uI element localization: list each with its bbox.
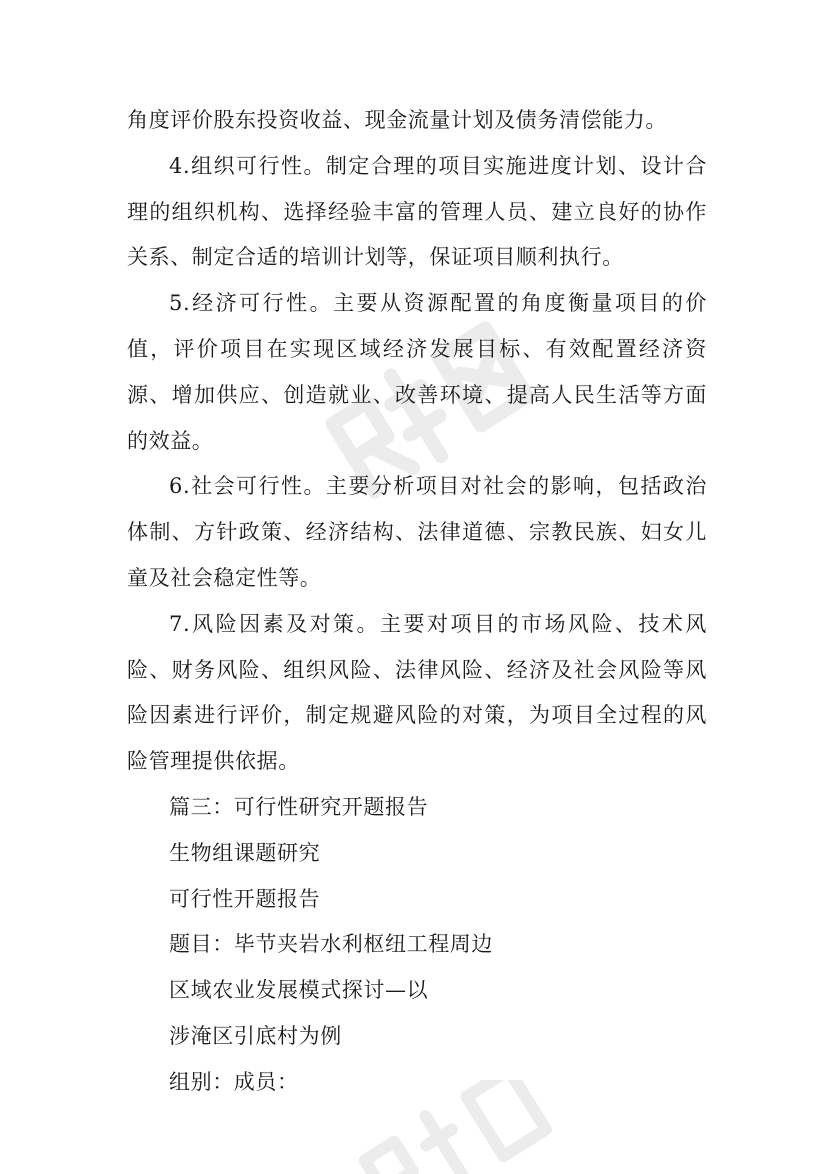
paragraph-economic-feasibility: 5.经济可行性。主要从资源配置的角度衡量项目的价值，评价项目在实现区域经济发展目标、有效配置经济资源、增加供应、创造就业、改善环境、提高人民生活等方面的效益。 [127, 291, 707, 453]
paragraph-organizational-feasibility: 4.组织可行性。制定合理的项目实施进度计划、设计合理的组织机构、选择经验丰富的管理人员、建立良好的协作关系、制定合适的培训计划等，保证项目顺利执行。 [127, 153, 707, 270]
paragraph-social-feasibility: 6.社会可行性。主要分析项目对社会的影响，包括政治体制、方针政策、经济结构、法律道德、宗教民族、妇女儿童及社会稳定性等。 [127, 474, 707, 590]
paragraph-risk-factors: 7.风险因素及对策。主要对项目的市场风险、技术风险、财务风险、组织风险、法律风险、经济及社会风险等风险因素进行评价，制定规避风险的对策，为项目全过程的风险管理提供依据。 [127, 611, 707, 774]
topic-line-1: 题目：毕节夹岩水利枢纽工程周边 [169, 932, 493, 957]
section-heading: 篇三：可行性研究开题报告 [169, 794, 429, 819]
document-body [127, 98, 707, 1106]
topic-line-2: 区域农业发展模式探讨—以 [169, 978, 429, 1003]
group-members-line: 组别：成员： [169, 1069, 299, 1094]
report-title-line: 可行性开题报告 [169, 886, 321, 911]
report-group-line: 生物组课题研究 [169, 840, 321, 865]
topic-line-3: 涉淹区引底村为例 [169, 1023, 342, 1048]
paragraph-continuation: 角度评价股东投资收益、现金流量计划及债务清偿能力。 [127, 108, 667, 132]
